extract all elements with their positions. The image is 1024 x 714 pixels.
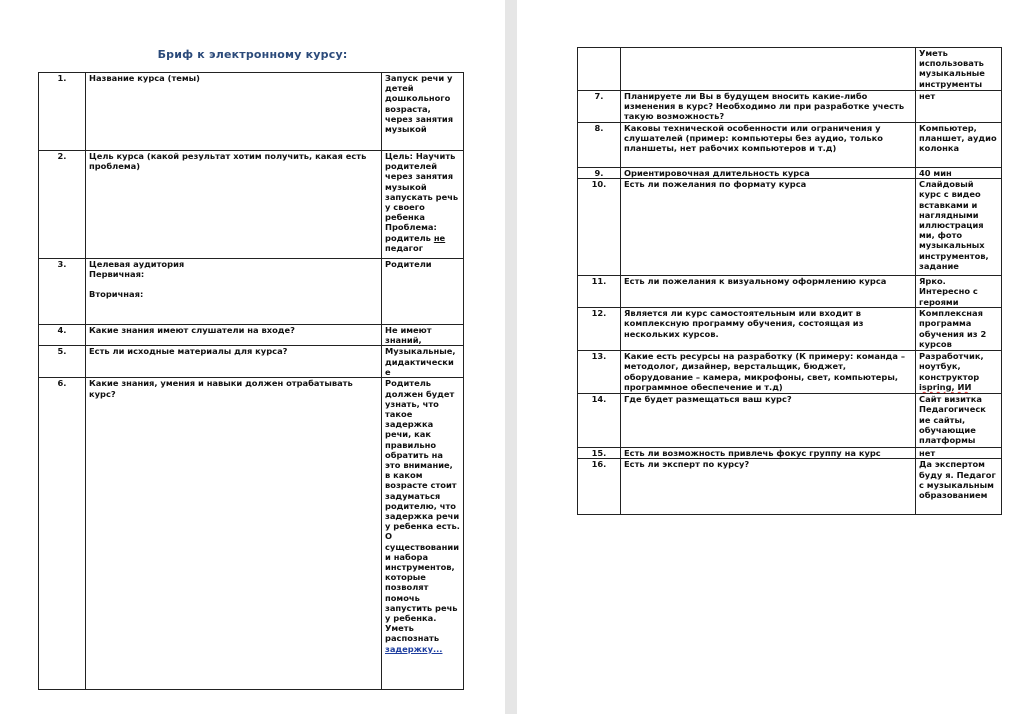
question-line: Вторичная: (89, 289, 144, 300)
document-page-right (517, 0, 1024, 714)
answer-cell: Ярко. Интересно с героями (916, 276, 1002, 308)
answer-problem: Проблема: родитель не педагог (385, 222, 446, 253)
brief-table-right (577, 47, 1002, 515)
question-cell: Каковы технической особенности или ограничения у слушателей (пример: компьютеры без аудио, только планшеты, нет рабочих компьютеров и т.д) (621, 123, 916, 168)
answer-cell: Слайдовый курс с видео вставками и наглядными иллюстрация ми, фото музыкальных инструментов, задание (916, 179, 1002, 276)
table-row (578, 123, 1002, 168)
row-number: 4. (39, 325, 86, 346)
table-row (578, 308, 1002, 351)
question-cell: Есть ли исходные материалы для курса? (86, 346, 382, 378)
row-number: 1. (39, 73, 86, 151)
table-row (39, 73, 464, 151)
answer-cell (382, 378, 464, 690)
row-number: 9. (578, 168, 621, 179)
question-cell: Где будет размещаться ваш курс? (621, 394, 916, 448)
row-number: 3. (39, 259, 86, 325)
table-row (39, 325, 464, 346)
question-cell: Какие знания, умения и навыки должен отрабатывать курс? (86, 378, 382, 690)
table-row (578, 48, 1002, 91)
question-cell (621, 48, 916, 91)
row-number (578, 48, 621, 91)
question-cell: Ориентировочная длительность курса (621, 168, 916, 179)
answer-cell: Комплексная программа обучения из 2 курсов (916, 308, 1002, 351)
row-number: 7. (578, 91, 621, 123)
question-line: Целевая аудитория (89, 259, 185, 269)
row-number: 12. (578, 308, 621, 351)
answer-tail: задержку... (385, 643, 443, 654)
underlined-word: не (433, 232, 446, 243)
table-row (578, 276, 1002, 308)
answer-cell (916, 351, 1002, 394)
table-row (39, 346, 464, 378)
question-cell: Есть ли пожелания к визуальному оформлению курса (621, 276, 916, 308)
question-cell: Есть ли возможность привлечь фокус группу на курс (621, 448, 916, 459)
answer-cell: Родители (382, 259, 464, 325)
answer-cell: Да экспертом буду я. Педагог с музыкальным образованием (916, 459, 1002, 515)
table-row (39, 259, 464, 325)
brief-table-left (38, 72, 464, 690)
row-number: 2. (39, 151, 86, 259)
answer-tail: ispring, ИИ (919, 381, 972, 392)
answer-cell: нет (916, 448, 1002, 459)
question-cell: Какие знания имеют слушатели на входе? (86, 325, 382, 346)
question-line: Первичная: (89, 269, 145, 280)
row-number: 15. (578, 448, 621, 459)
answer-cell: нет (916, 91, 1002, 123)
answer-text: Разработчик, ноутбук, конструктор (919, 351, 984, 382)
question-cell (86, 259, 382, 325)
answer-cell: Музыкальные, дидактически е (382, 346, 464, 378)
table-row (578, 179, 1002, 276)
answer-cell: Запуск речи у детей дошкольного возраста, через занятия музыкой (382, 73, 464, 151)
table-row (578, 448, 1002, 459)
table-row (578, 168, 1002, 179)
table-row (578, 91, 1002, 123)
question-line-spacer (89, 279, 378, 289)
row-number: 8. (578, 123, 621, 168)
row-number: 5. (39, 346, 86, 378)
question-cell: Какие есть ресурсы на разработку (К примеру: команда – методолог, дизайнер, верстальщик, бюджет, оборудование – камера, микрофоны, свет, компьютеры, программное обеспечение и т.д) (621, 351, 916, 394)
row-number: 14. (578, 394, 621, 448)
question-cell: Есть ли пожелания по формату курса (621, 179, 916, 276)
answer-cell: Компьютер, планшет, аудио колонка (916, 123, 1002, 168)
answer-cell: Сайт визитка Педагогическ ие сайты, обучающие платформы (916, 394, 1002, 448)
question-cell: Планируете ли Вы в будущем вносить какие-либо изменения в курс? Необходимо ли при разработке учесть такую возможность? (621, 91, 916, 123)
question-cell: Цель курса (какой результат хотим получить, какая есть проблема) (86, 151, 382, 259)
row-number: 13. (578, 351, 621, 394)
answer-cell: Уметь использовать музыкальные инструменты (916, 48, 1002, 91)
document-title: Бриф к электронному курсу: (157, 48, 348, 61)
table-row (578, 394, 1002, 448)
row-number: 11. (578, 276, 621, 308)
answer-cell: Не имеют знаний, (382, 325, 464, 346)
row-number: 10. (578, 179, 621, 276)
answer-cell: 40 мин (916, 168, 1002, 179)
question-cell: Есть ли эксперт по курсу? (621, 459, 916, 515)
answer-goal: Цель: Научить родителей через занятия музыкой запускать речь у своего ребенка (385, 151, 459, 223)
table-row (578, 351, 1002, 394)
row-number: 16. (578, 459, 621, 515)
table-row (578, 459, 1002, 515)
table-row (39, 151, 464, 259)
document-page-left (0, 0, 505, 714)
question-cell: Является ли курс самостоятельным или входит в комплексную программу обучения, состоящая из нескольких курсов. (621, 308, 916, 351)
answer-text: Родитель должен будет узнать, что такое задержка речи, как правильно обратить на это внимание, в каком возрасте стоит задуматься родителю, что задержка речи у ребенка есть. О существовании и набора инструментов, которые позволят помочь запустить речь у ребенка. Уметь распознать (385, 378, 460, 644)
row-number: 6. (39, 378, 86, 690)
question-cell: Название курса (темы) (86, 73, 382, 151)
table-row (39, 378, 464, 690)
answer-cell (382, 151, 464, 259)
